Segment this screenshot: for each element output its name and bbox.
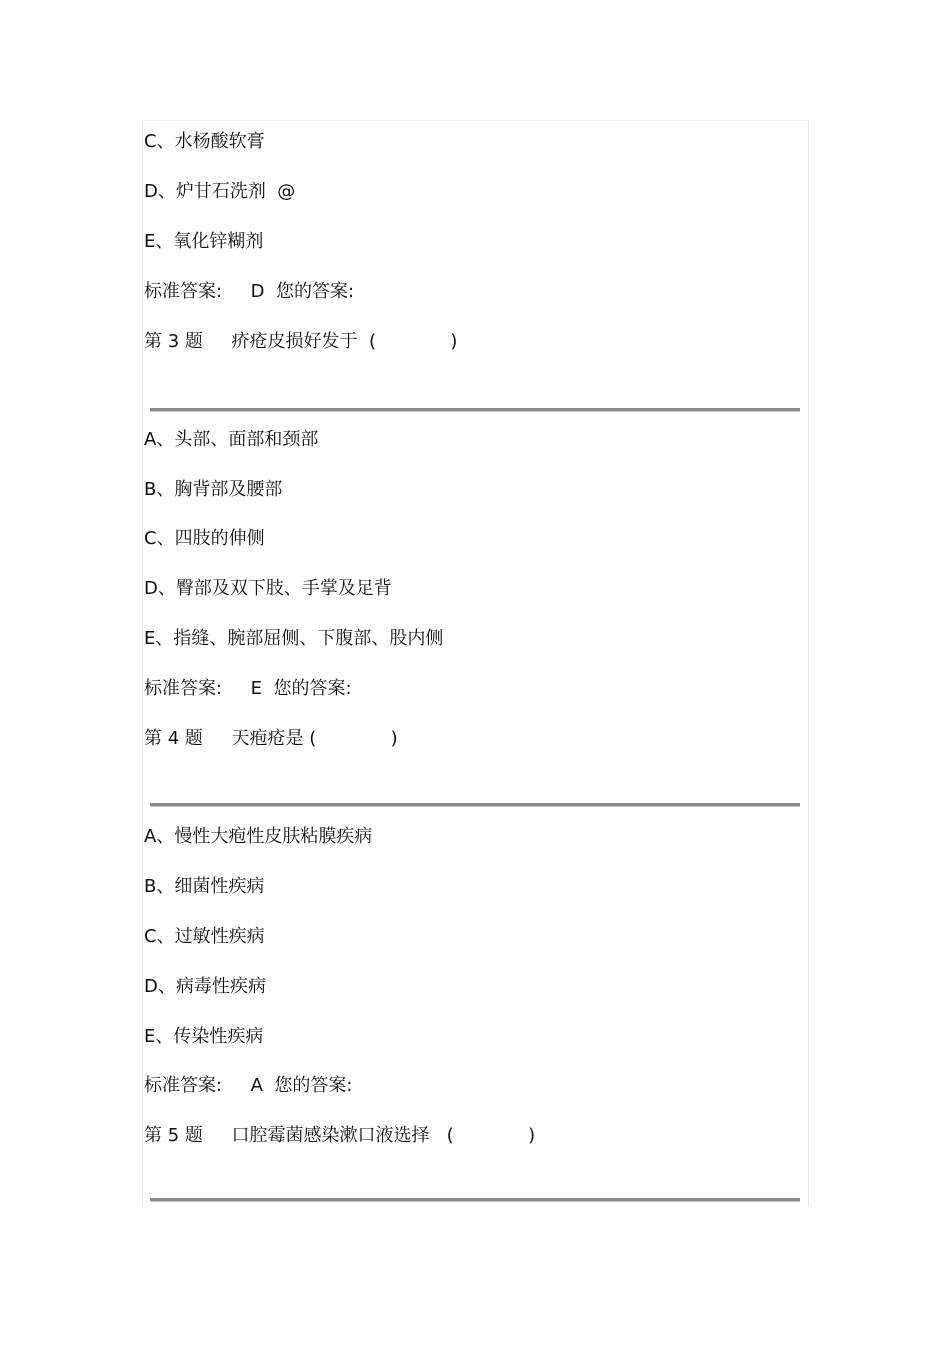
option-e: E、指缝、腕部屈侧、下腹部、股内侧 (144, 628, 444, 649)
option-d: D、病毒性疾病 (144, 976, 266, 997)
option-d: D、臀部及双下肢、手掌及足背 (144, 578, 392, 599)
answer-line: 标准答案: D 您的答案: (144, 281, 355, 302)
answer-line: 标准答案: A 您的答案: (144, 1075, 353, 1096)
answer-line: 标准答案: E 您的答案: (144, 678, 352, 699)
question-title: 第 4 题 天疱疮是 ( ) (144, 728, 398, 749)
question-title: 第 3 题 疥疮皮损好发于 ( ) (144, 331, 458, 352)
question-title: 第 5 题 口腔霉菌感染漱口液选择 ( ) (144, 1125, 536, 1146)
option-c: C、四肢的伸侧 (144, 528, 265, 549)
option-b: B、细菌性疾病 (144, 876, 265, 897)
option-a: A、头部、面部和颈部 (144, 429, 319, 450)
option-e: E、氧化锌糊剂 (144, 231, 264, 252)
option-e: E、传染性疾病 (144, 1026, 264, 1047)
divider (150, 803, 800, 807)
option-c: C、水杨酸软膏 (144, 131, 265, 152)
option-a: A、慢性大疱性皮肤粘膜疾病 (144, 826, 373, 847)
divider (150, 408, 800, 412)
option-c: C、过敏性疾病 (144, 926, 265, 947)
option-d: D、炉甘石洗剂 @ (144, 181, 296, 202)
option-b: B、胸背部及腰部 (144, 479, 283, 500)
divider (150, 1198, 800, 1202)
